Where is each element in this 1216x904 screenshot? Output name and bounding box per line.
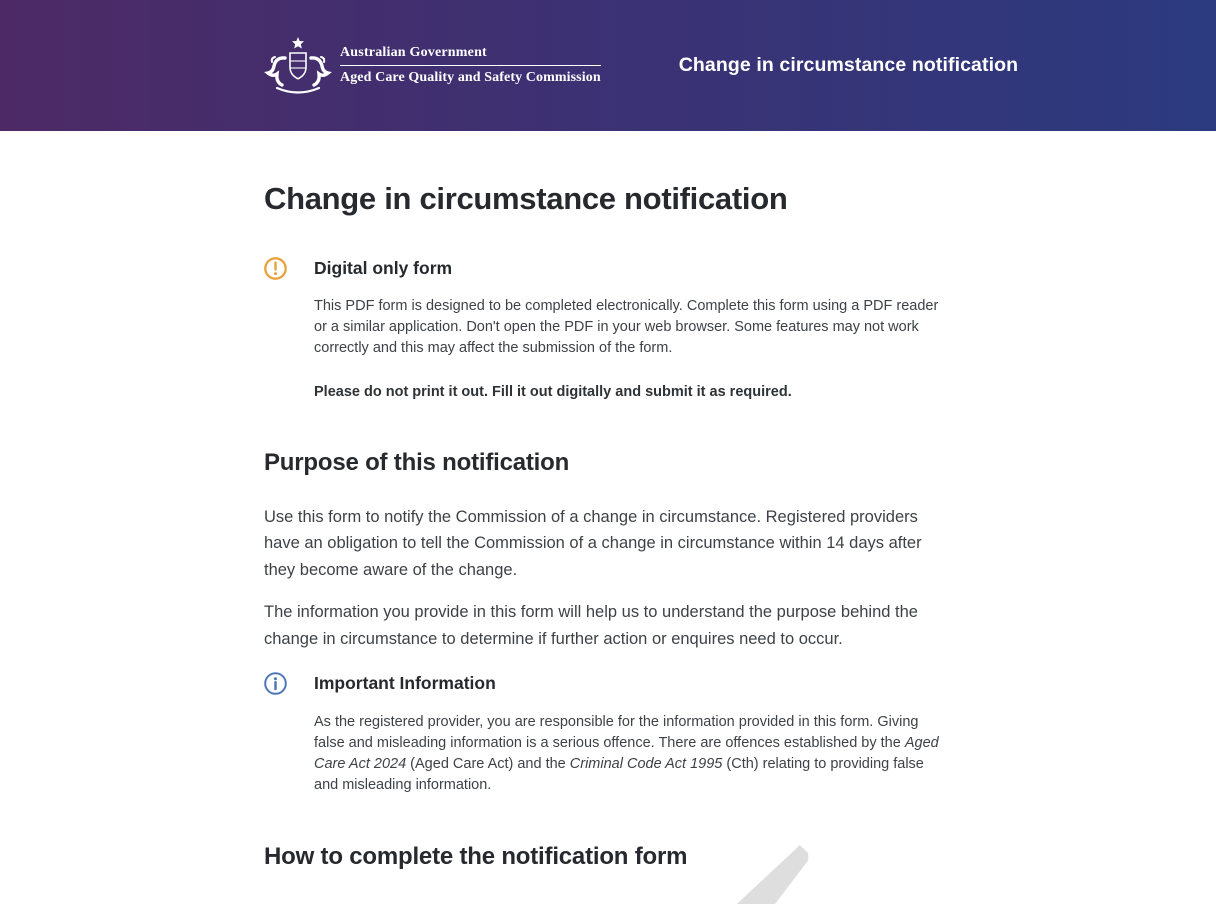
logo-government-label: Australian Government	[340, 45, 601, 66]
important-information-notice	[264, 672, 952, 796]
digital-only-notice-header	[264, 257, 952, 280]
agency-logo-text	[340, 45, 601, 86]
document-body	[264, 180, 952, 872]
important-information-heading: Important Information	[314, 673, 496, 694]
page-title: Change in circumstance notification	[264, 181, 788, 216]
australian-coat-of-arms-icon	[263, 37, 333, 95]
agency-logo	[263, 37, 601, 95]
important-body-text: (Aged Care Act) and the	[406, 756, 570, 773]
important-information-body	[314, 712, 952, 796]
important-information-header	[264, 672, 952, 695]
important-body-text: As the registered provider, you are responsible for the information provided in this form. Giving false and misleading information is a serious offence. There are offences established by the	[314, 714, 919, 752]
purpose-paragraph-2: The information you provide in this form will help us to understand the purpose behind the change in circumstance to determine if further action or enquires need to occur.	[264, 603, 918, 648]
purpose-paragraph-1: Use this form to notify the Commission of a change in circumstance. Registered providers have an obligation to tell the Commission of a change in circumstance within 14 days after they become aware of the change.	[264, 507, 922, 579]
digital-only-body: This PDF form is designed to be completed electronically. Complete this form using a PDF reader or a similar application. Don't open the PDF in your web browser. Some features may not work correctly and this may affect the submission of the form.	[314, 297, 939, 356]
do-not-print-note: Please do not print it out. Fill it out digitally and submit it as required.	[314, 383, 792, 400]
header-document-title: Change in circumstance notification	[678, 54, 1019, 76]
important-body-text: (Cth) relating to providing false and misleading information.	[314, 756, 924, 794]
logo-commission-label: Aged Care Quality and Safety Commission	[340, 70, 601, 85]
info-circle-icon	[264, 672, 287, 695]
digital-only-notice	[264, 257, 952, 403]
criminal-code-act-reference: Criminal Code Act 1995	[569, 756, 723, 773]
digital-only-heading: Digital only form	[314, 257, 453, 278]
header-banner	[0, 0, 1216, 131]
warning-circle-icon	[264, 257, 287, 280]
purpose-section-heading: Purpose of this notification	[264, 448, 570, 476]
how-to-complete-heading: How to complete the notification form	[264, 843, 688, 871]
aged-care-act-reference: Aged Care Act 2024	[314, 735, 939, 773]
